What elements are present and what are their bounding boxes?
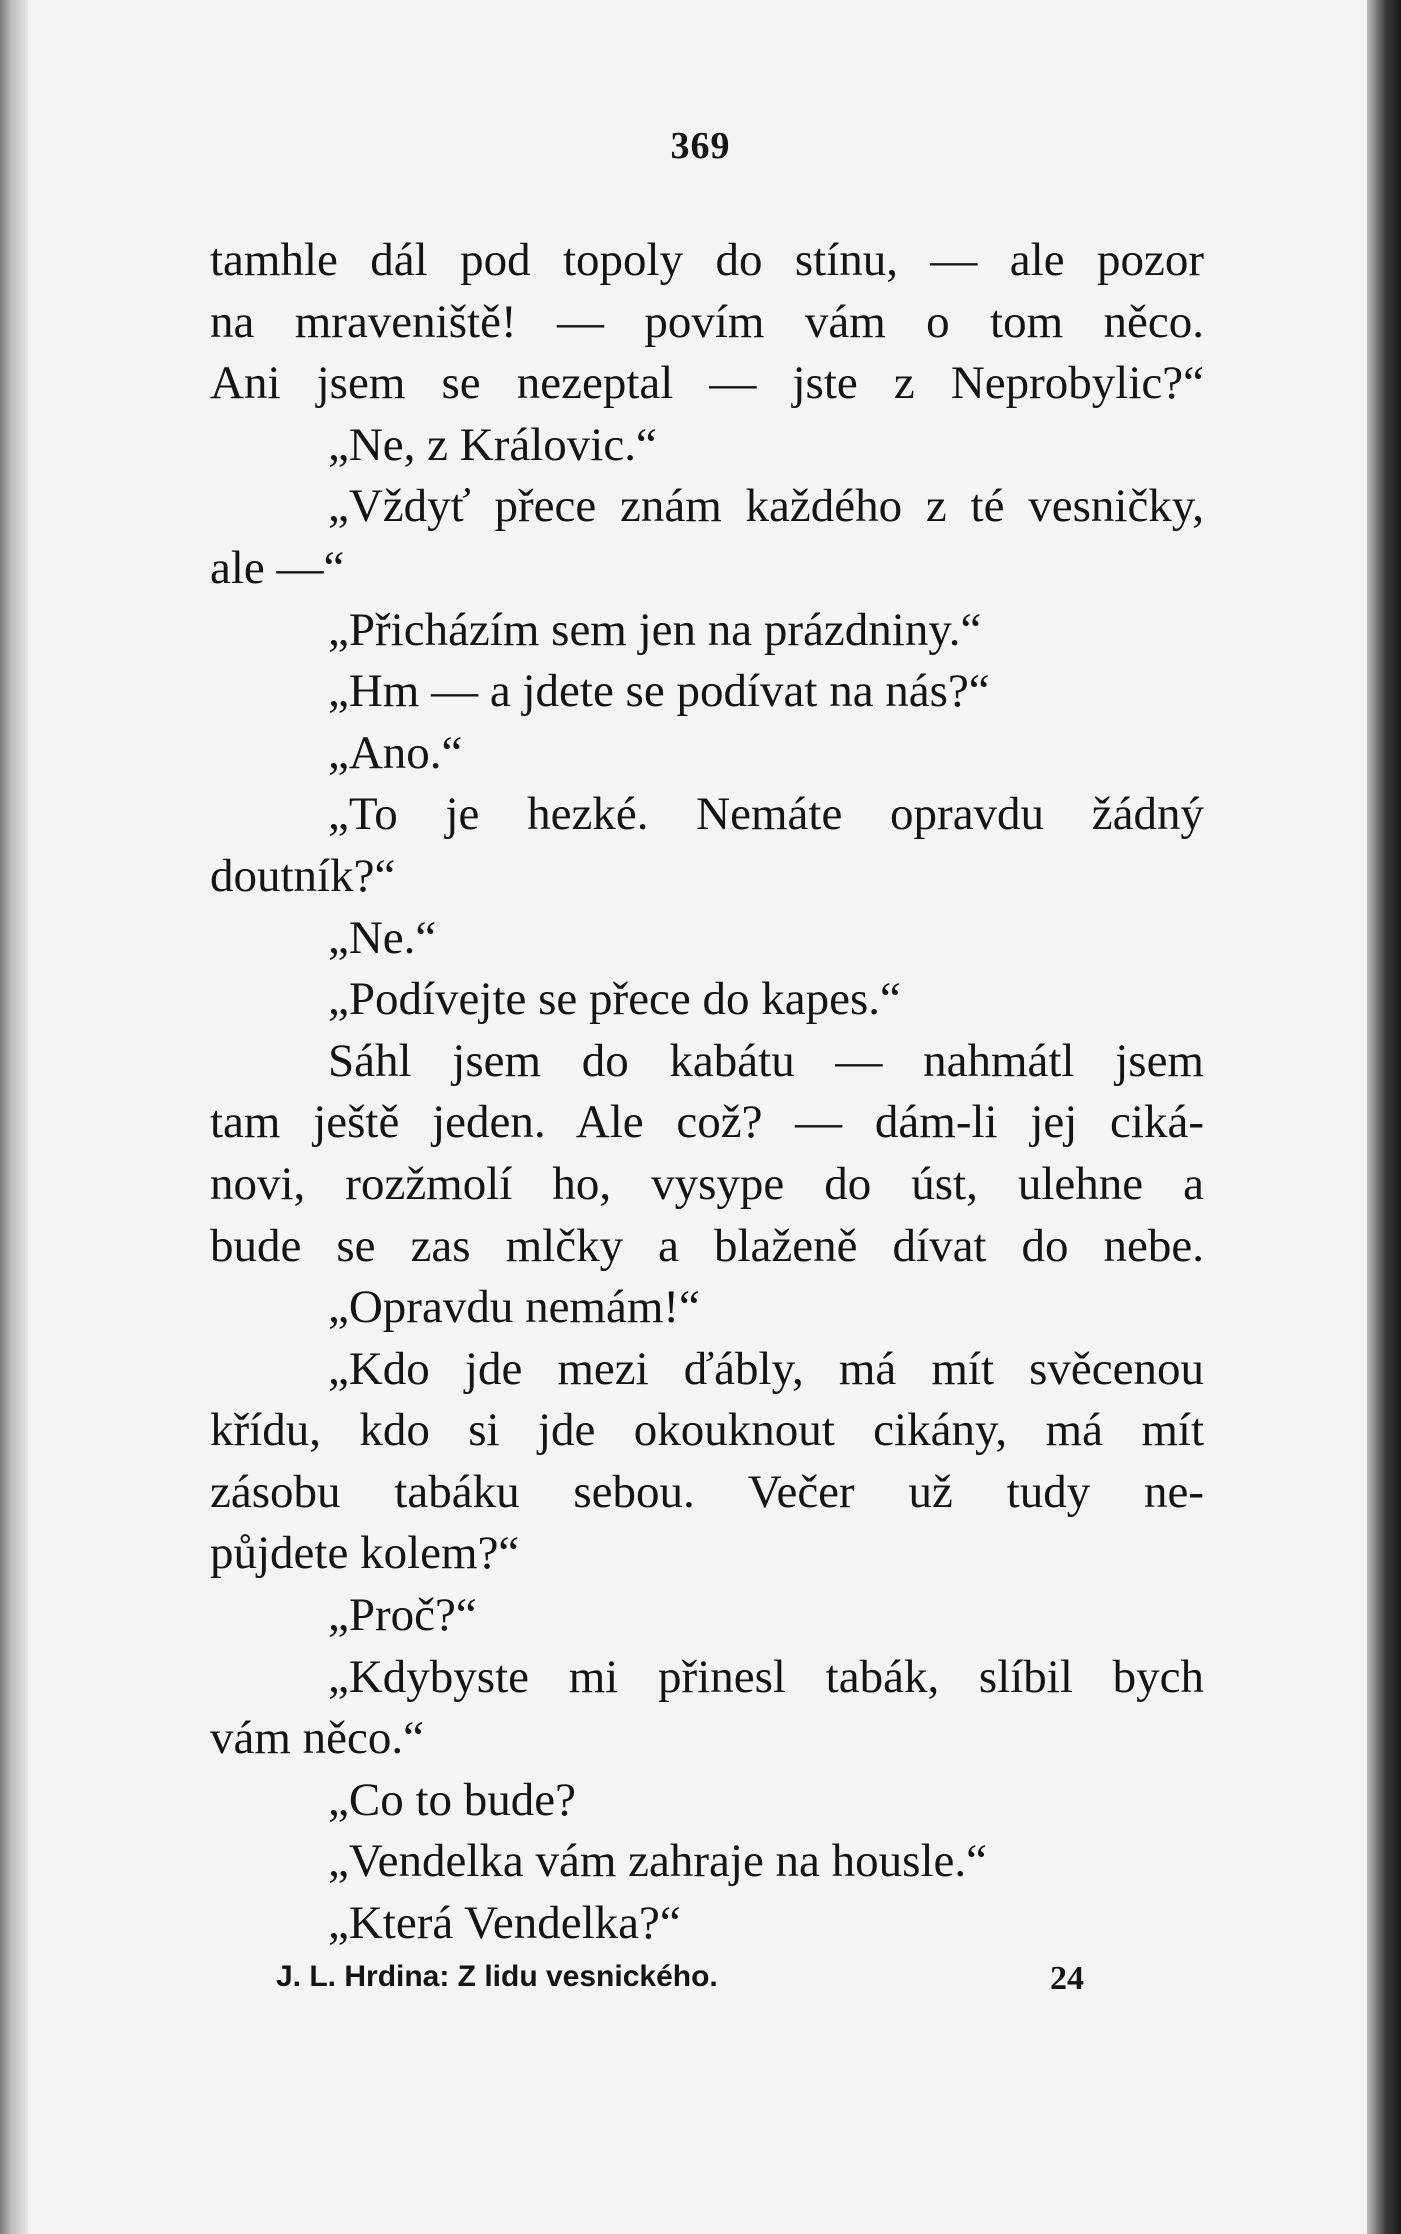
text-line: na mraveniště! — povím vám o tom něco. [210, 295, 1204, 348]
text-line: Sáhl jsem do kabátu — nahmátl jsem [328, 1034, 1204, 1087]
footer-signature: 24 [1050, 1960, 1084, 1997]
page-number: 369 [670, 125, 731, 167]
body-text [210, 230, 1204, 1955]
text-line: bude se zas mlčky a blaženě dívat do nebe. [210, 1219, 1204, 1272]
text-line: tam ještě jeden. Ale což? — dám-li jej ciká- [210, 1096, 1204, 1149]
text-line: „Hm — a jdete se podívat na nás?“ [328, 665, 990, 718]
text-line: tamhle dál pod topoly do stínu, — ale pozor [210, 234, 1204, 286]
text-line: „Podívejte se přece do kapes.“ [328, 973, 901, 1026]
text-line: „Ne, z Královic.“ [328, 418, 657, 471]
text-line: doutník?“ [210, 849, 396, 902]
text-line: „Přicházím sem jen na prázdniny.“ [328, 603, 982, 656]
page-left-edge [0, 0, 28, 2234]
text-line: Ani jsem se nezeptal — jste z Neprobylic?“ [210, 357, 1204, 410]
text-line: zásobu tabáku sebou. Večer už tudy ne- [210, 1465, 1204, 1518]
text-line: „Vždyť přece znám každého z té vesničky, [328, 480, 1204, 533]
page-right-edge [1367, 0, 1401, 2234]
text-line: „To je hezké. Nemáte opravdu žádný [328, 788, 1204, 841]
text-line: „Vendelka vám zahraje na housle.“ [328, 1835, 987, 1888]
text-line: ale —“ [210, 541, 345, 594]
text-line: vám něco.“ [210, 1712, 425, 1765]
footer-source: J. L. Hrdina: Z lidu vesnického. [276, 1960, 718, 1993]
text-line: „Proč?“ [328, 1589, 477, 1642]
text-line: křídu, kdo si jde okouknout cikány, má mít [210, 1404, 1204, 1457]
text-line: „Ne.“ [328, 911, 437, 964]
text-line: „Co to bude? [328, 1773, 576, 1826]
text-line: „Opravdu nemám!“ [328, 1281, 700, 1334]
text-line: novi, rozžmolí ho, vysype do úst, ulehne a [210, 1157, 1204, 1210]
text-line: „Která Vendelka?“ [328, 1897, 681, 1950]
text-line: „Kdybyste mi přinesl tabák, slíbil bych [328, 1650, 1204, 1703]
text-line: „Ano.“ [328, 726, 463, 779]
text-line: „Kdo jde mezi ďábly, má mít svěcenou [328, 1342, 1204, 1395]
text-line: půjdete kolem?“ [210, 1527, 520, 1580]
